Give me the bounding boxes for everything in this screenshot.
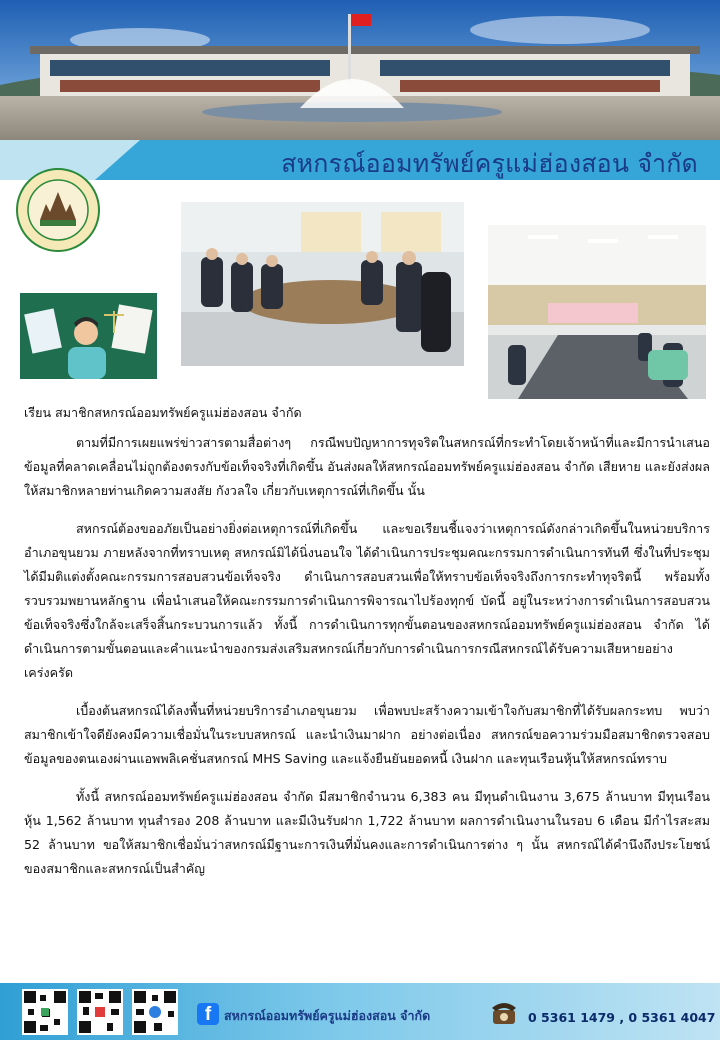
justice-illustration	[20, 293, 157, 379]
qr-code-icon[interactable]	[132, 989, 178, 1035]
telephone-icon	[490, 998, 518, 1026]
page-title: สหกรณ์ออมทรัพย์ครูแม่ฮ่องสอน จำกัด	[281, 149, 698, 178]
facebook-icon[interactable]: f	[197, 1003, 219, 1025]
letter-paragraph: ทั้งนี้ สหกรณ์ออมทรัพย์ครูแม่ฮ่องสอน จำกัด มีสมาชิกจำนวน 6,383 คน มีทุนดำเนินงาน 3,675 ล้านบาท มีทุนเรือนหุ้น 1,562 ล้านบาท ทุนสำรอง 208 ล้านบาท และมีเงินรับฝาก 1,722 ล้านบาท ผลการดำเนินงานในรอบ 6 เดือน มีกำไรสะสม 52 ล้านบาท ขอให้สมาชิกเชื่อมั่นว่าสหกรณ์มีฐานะการเงินที่มั่นคงและการดำเนินการต่าง ๆ นั้น สหกรณ์ได้คำนึงถึงประโยชน์ของสมาชิกและสหกรณ์เป็นสำคัญ	[24, 789, 710, 876]
phone-numbers[interactable]: 0 5361 1479 , 0 5361 4047	[528, 1010, 716, 1025]
letter-paragraph: เบื้องต้นสหกรณ์ได้ลงพื้นที่หน่วยบริการอำเภอขุนยวม เพื่อพบปะสร้างความเข้าใจกับสมาชิกที่ได้รับผลกระทบ พบว่าสมาชิกเข้าใจดียังคงมีความเชื่อมั่นในระบบสหกรณ์ และนำเงินมาฝาก อย่างต่อเนื่อง สหกรณ์ขอความร่วมมือสมาชิกตรวจสอบข้อมูลของตนเองผ่านแอพพลิเคชั่นสหกรณ์ MHS Saving และแจ้งยืนยันยอดหนี้ เงินฝาก และทุนเรือนหุ้นให้สหกรณ์ทราบ	[24, 703, 710, 766]
letter-body	[24, 401, 710, 881]
letter-paragraph: ตามที่มีการเผยแพร่ข่าวสารตามสื่อต่างๆ กรณีพบปัญหาการทุจริตในสหกรณ์ที่กระทำโดยเจ้าหน้าที่และมีการนำเสนอข้อมูลที่คลาดเคลื่อนไม่ถูกต้องตรงกับข้อเท็จจริงที่เกิดขึ้น อันส่งผลให้สหกรณ์ออมทรัพย์ครูแม่ฮ่องสอน จำกัด เสียหาย และยังส่งผลให้สมาชิกหลายท่านเกิดความสงสัย กังวลใจ เกี่ยวกับเหตุการณ์ที่เกิดขึ้น นั้น	[24, 435, 710, 498]
letter-salutation: เรียน สมาชิกสหกรณ์ออมทรัพย์ครูแม่ฮ่องสอน จำกัด	[24, 405, 302, 420]
meeting-photo-1	[181, 202, 464, 366]
hero-building-photo	[0, 0, 720, 140]
facebook-page-label[interactable]: สหกรณ์ออมทรัพย์ครูแม่ฮ่องสอน จำกัด	[224, 1008, 431, 1023]
qr-code-icon[interactable]	[77, 989, 123, 1035]
cooperative-seal-logo	[16, 168, 100, 252]
qr-code-icon[interactable]	[22, 989, 68, 1035]
meeting-photo-2	[488, 225, 706, 399]
letter-paragraph: สหกรณ์ต้องขออภัยเป็นอย่างยิ่งต่อเหตุการณ์ที่เกิดขึ้น และขอเรียนชี้แจงว่าเหตุการณ์ดังกล่าวเกิดขึ้นในหน่วยบริการอำเภอขุนยวม ภายหลังจากที่ทราบเหตุ สหกรณ์มิได้นิ่งนอนใจ ได้ดำเนินการประชุมคณะกรรมการดำเนินการทันที ซึ่งในที่ประชุมได้มีมติแต่งตั้งคณะกรรมการสอบสวนข้อเท็จจริง ดำเนินการสอบสวนเพื่อให้ทราบข้อเท็จจริงถึงการกระทำทุจริตนี้ พร้อมทั้งรวบรวมพยานหลักฐาน เพื่อนำเสนอให้คณะกรรมการดำเนินการพิจารณาไปร้องทุกข์ บัดนี้ อยู่ในระหว่างการดำเนินการสอบสวนข้อเท็จจริงซึ่งใกล้จะเสร็จสิ้นกระบวนการแล้ว ทั้งนี้ การดำเนินการทุกขั้นตอนของสหกรณ์ออมทรัพย์ครูแม่ฮ่องสอน จำกัด ได้ดำเนินการตามขั้นตอนและคำแนะนำของกรมส่งเสริมสหกรณ์เกี่ยวกับการดำเนินการกรณีสหกรณ์ได้รับความเสียหายอย่างเคร่งครัด	[24, 521, 710, 680]
